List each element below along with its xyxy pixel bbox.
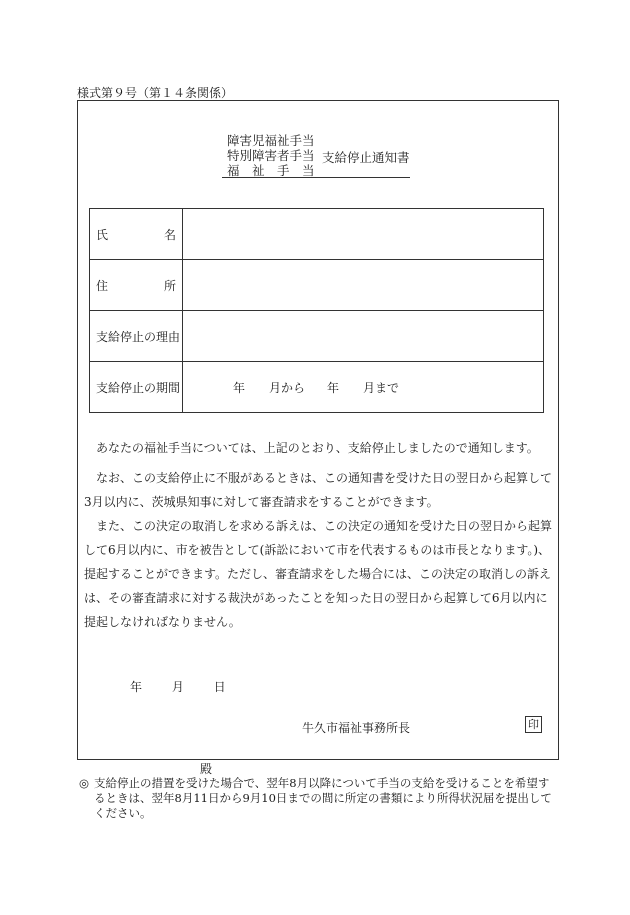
table-row-address — [90, 260, 544, 311]
notice-paragraph-2: なお、この支給停止に不服があるときは、この通知書を受けた日の翌日から起算して3月以内に、茨城県知事に対して審査請求をすることができます。 — [84, 471, 553, 509]
name-label-first: 氏 — [96, 227, 109, 242]
name-value-cell[interactable] — [183, 209, 544, 260]
info-table — [89, 208, 544, 413]
issue-date — [130, 678, 226, 695]
title-line-child-welfare: 障害児福祉手当 — [227, 133, 315, 148]
table-row-reason — [90, 311, 544, 362]
address-value-cell[interactable] — [183, 260, 544, 311]
seal-stamp: 印 — [525, 716, 542, 733]
period-label-cell — [90, 362, 183, 413]
document-frame — [77, 100, 559, 760]
period-from: 月から — [269, 380, 306, 395]
reason-label: 支給停止の理由 — [96, 329, 181, 344]
period-year-start: 年 — [233, 380, 246, 395]
notice-paragraph-1: あなたの福祉手当については、上記のとおり、支給停止しましたので通知します。 — [96, 441, 539, 455]
title-line-welfare-allowance: 福 祉 手 当 — [227, 163, 315, 178]
issuer-name: 牛久市福祉事務所長 — [302, 721, 411, 735]
table-row-period — [90, 362, 544, 413]
title-suffix: 支給停止通知書 — [322, 150, 410, 165]
table-row-name — [90, 209, 544, 260]
address-label-first: 住 — [96, 278, 109, 293]
title-underline — [222, 177, 410, 178]
document-title-block — [227, 133, 315, 178]
date-year: 年 — [130, 680, 143, 694]
period-label: 支給停止の期間 — [96, 380, 181, 395]
footnote — [79, 776, 557, 821]
notice-paragraph-3: また、この決定の取消しを求める訴えは、この決定の通知を受けた日の翌日から起算して6月以内に、市を被告として(訴訟において市を代表するものは市長となります。)、提起することができます。ただし、審査請求をした場合には、この決定の取消しの訴えは、その審査請求に対する裁決があったことを知った日の翌日から起算して6月以内に提起しなければなりません。 — [84, 519, 553, 629]
name-label-second: 名 — [163, 227, 176, 242]
address-label-cell — [90, 260, 183, 311]
note-mark: ◎ — [79, 776, 90, 790]
note-text: 支給停止の措置を受けた場合で、翌年8月以降について手当の支給を受けることを希望するときは、翌年8月11日から9月10日までの間に所定の書類により所得状況届を提出してください。 — [94, 776, 552, 820]
addressee-honorific: 殿 — [200, 762, 213, 776]
notice-body — [84, 436, 552, 634]
name-label-cell — [90, 209, 183, 260]
period-value-cell[interactable] — [183, 362, 544, 413]
address-label-second: 所 — [163, 278, 176, 293]
period-to: 月まで — [363, 380, 400, 395]
form-number-label: 様式第９号（第１４条関係） — [77, 86, 234, 100]
reason-label-cell — [90, 311, 183, 362]
reason-value-cell[interactable] — [183, 311, 544, 362]
date-month: 月 — [171, 680, 184, 694]
date-day: 日 — [213, 680, 226, 694]
period-year-end: 年 — [327, 380, 340, 395]
title-line-special-disability: 特別障害者手当 — [227, 148, 315, 163]
